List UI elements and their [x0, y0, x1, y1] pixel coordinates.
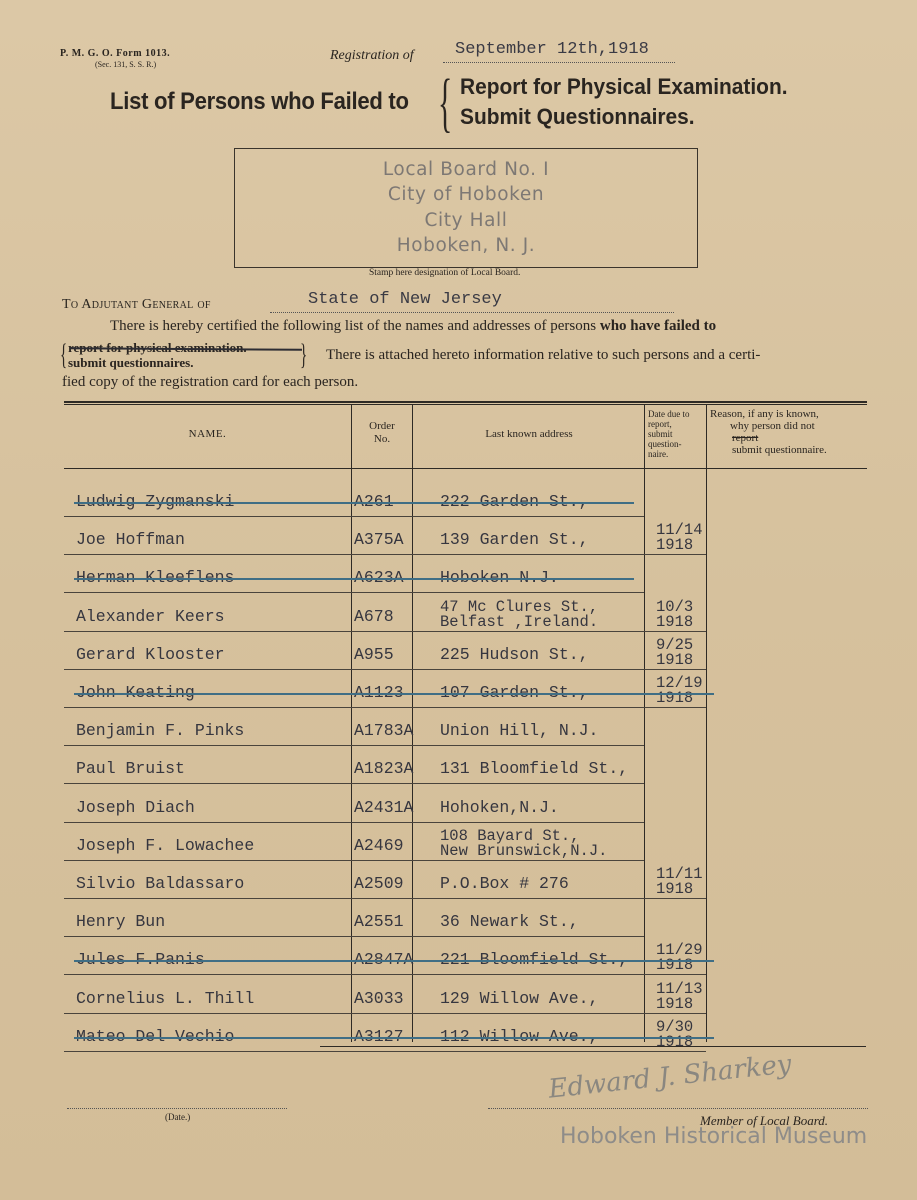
- row-address: 139 Garden St.,: [440, 530, 589, 550]
- stamp-line-4: Hoboken, N. J.: [396, 235, 536, 256]
- stamp-caption: Stamp here designation of Local Board.: [369, 268, 521, 278]
- row-date-line-1: 9/25: [656, 635, 694, 654]
- row-date-line-2: 1918: [656, 536, 694, 555]
- row-date-line-2: 1918: [656, 994, 694, 1013]
- row-date-line-1: 10/3: [656, 597, 694, 616]
- row-name: Silvio Baldassaro: [76, 874, 245, 893]
- row-name: Herman Kleeflens: [76, 568, 235, 588]
- row-strikethrough: [74, 1037, 714, 1039]
- registration-date: September 12th,1918: [455, 40, 649, 59]
- header-date-line-5: naire.: [648, 449, 669, 459]
- row-date-line-1: 11/29: [656, 941, 703, 960]
- row-date-rule: [644, 974, 706, 975]
- header-date-line-4: question-: [648, 439, 682, 449]
- row-order-no: A261: [354, 492, 394, 511]
- row-date-rule: [644, 1013, 706, 1014]
- stamp-box: [234, 148, 698, 268]
- header-reason: [710, 408, 870, 456]
- row-address: 131 Bloomfield St.,: [440, 759, 629, 779]
- certification-text-1-bold: who have failed to: [599, 318, 717, 334]
- row-address: 129 Willow Ave.,: [440, 988, 599, 1008]
- row-order-no: A1783A: [354, 721, 414, 741]
- column-divider-address: [644, 404, 645, 1042]
- row-order-no: A2431A: [354, 797, 414, 817]
- row-order-no: A2847A: [354, 950, 414, 970]
- row-rule: [64, 631, 644, 632]
- row-address: 112 Willow Ave.,: [440, 1026, 599, 1046]
- column-divider-name: [351, 404, 352, 1042]
- table-top-rule: [64, 401, 867, 403]
- row-date-rule: [644, 1051, 706, 1052]
- stamp-line-2: City of Hoboken: [387, 184, 545, 205]
- header-name: NAME.: [188, 428, 227, 440]
- row-date-line-2: 1918: [656, 880, 694, 898]
- stamp-line-1: Local Board No. I: [382, 159, 550, 180]
- row-order-no: A2551: [354, 912, 404, 932]
- header-address: Last known address: [485, 428, 573, 440]
- row-rule: [64, 1051, 644, 1052]
- addressee-state: State of New Jersey: [308, 290, 502, 309]
- row-order-no: A2509: [354, 874, 404, 893]
- row-order-no: A3033: [354, 988, 404, 1008]
- row-strikethrough: [74, 578, 634, 580]
- title-option-physical: Report for Physical Examination.: [460, 74, 788, 99]
- row-order-no: A623A: [354, 568, 404, 588]
- row-order-no: A1123: [354, 683, 404, 702]
- header-reason-line-3: report: [732, 432, 759, 444]
- member-label: Member of Local Board.: [700, 1113, 829, 1128]
- row-date-rule: [644, 898, 706, 899]
- row-address-line-1: 47 Mc Clures St.,: [440, 597, 599, 616]
- row-address: P.O.Box # 276: [440, 874, 569, 893]
- row-order-no: A3127: [354, 1026, 404, 1046]
- row-name: Cornelius L. Thill: [76, 988, 255, 1008]
- registration-label: Registration of: [330, 48, 414, 63]
- row-name: Alexander Keers: [76, 606, 225, 626]
- row-address: 221 Bloomfield St.,: [440, 950, 629, 970]
- row-rule: [64, 822, 644, 823]
- registration-underline: [443, 62, 675, 63]
- row-address: Hohoken,N.J.: [440, 797, 559, 817]
- stamp-line-3: City Hall: [424, 210, 508, 231]
- header-reason-line-1: Reason, if any is known,: [710, 408, 819, 420]
- row-strikethrough: [74, 960, 714, 962]
- row-rule: [64, 860, 644, 861]
- header-date-line-1: Date due to: [648, 409, 690, 419]
- certification-option-physical: report for physical examination.: [68, 340, 247, 355]
- row-date-line-2: 1918: [656, 650, 694, 669]
- row-rule: [64, 974, 644, 975]
- header-date-line-3: submit: [648, 429, 673, 439]
- header-date-line-2: report,: [648, 419, 672, 429]
- row-order-no: A375A: [354, 530, 404, 550]
- row-order-no: A678: [354, 606, 394, 626]
- form-section: (Sec. 131, S. S. R.): [95, 60, 157, 69]
- row-date-line-1: 11/13: [656, 979, 703, 998]
- header-reason-line-4: submit questionnaire.: [732, 444, 827, 456]
- date-label: (Date.): [165, 1112, 191, 1122]
- row-rule: [64, 936, 644, 937]
- row-strikethrough: [74, 502, 634, 504]
- row-date-line-2: 1918: [656, 1032, 694, 1051]
- member-line: [488, 1108, 868, 1109]
- row-rule: [64, 898, 644, 899]
- certification-line-3: fied copy of the registration card for each person.: [62, 374, 359, 390]
- row-name: Mateo Del Vechio: [76, 1026, 235, 1046]
- certification-brace-left: {: [60, 338, 68, 371]
- certification-line-1: [110, 318, 716, 335]
- row-name: Henry Bun: [76, 912, 166, 932]
- row-rule: [64, 707, 644, 708]
- row-date-line-2: 1918: [656, 956, 694, 975]
- table-top-rule-2: [64, 404, 867, 405]
- row-address: 107 Garden St.,: [440, 683, 589, 702]
- header-reason-line-2: why person did not: [730, 420, 815, 432]
- row-strikethrough: [74, 693, 714, 695]
- row-rule: [64, 554, 644, 555]
- row-name: Joe Hoffman: [76, 530, 185, 550]
- row-address: 36 Newark St.,: [440, 912, 579, 932]
- row-rule: [64, 1013, 644, 1014]
- row-name: Paul Bruist: [76, 759, 185, 779]
- header-date-due: [646, 409, 708, 459]
- row-address: 222 Garden St.,: [440, 492, 589, 511]
- row-rule: [64, 745, 644, 746]
- row-address: Hoboken N.J.: [440, 568, 559, 588]
- row-address: Union Hill, N.J.: [440, 721, 599, 741]
- row-rule: [64, 516, 644, 517]
- row-date-line-2: 1918: [656, 689, 694, 707]
- column-divider-date: [706, 404, 707, 1042]
- header-order-line-1: Order: [369, 420, 395, 432]
- form-id: P. M. G. O. Form 1013.: [60, 48, 171, 59]
- row-rule: [64, 669, 644, 670]
- row-order-no: A2469: [354, 835, 404, 855]
- page-title: List of Persons who Failed to: [110, 88, 409, 115]
- table-bottom-rule: [320, 1046, 866, 1047]
- row-order-no: A1823A: [354, 759, 414, 779]
- row-date-rule: [644, 554, 706, 555]
- row-date-line-1: 9/30: [656, 1017, 694, 1036]
- addressee-label: To Adjutant General of: [62, 297, 211, 312]
- certification-brace-right: }: [300, 338, 308, 371]
- row-address: 225 Hudson St.,: [440, 644, 589, 664]
- row-name: Ludwig Zygmanski: [76, 492, 235, 511]
- row-date-rule: [644, 669, 706, 670]
- row-date-line-2: 1918: [656, 612, 694, 631]
- member-signature: Edward J. Sharkey: [547, 1049, 793, 1105]
- date-line: [67, 1108, 287, 1109]
- row-name: Benjamin F. Pinks: [76, 721, 245, 741]
- row-name: Joseph Diach: [76, 797, 195, 817]
- row-name: John Keating: [76, 683, 195, 702]
- addressee-underline: [270, 312, 674, 313]
- row-name: Gerard Klooster: [76, 644, 225, 664]
- certification-text-1: There is hereby certified the following list of the names and addresses of persons: [110, 318, 597, 334]
- row-order-no: A955: [354, 644, 394, 664]
- certification-option-questionnaire: submit questionnaires.: [68, 355, 194, 370]
- row-rule: [64, 592, 644, 593]
- row-address-line-2: Belfast ,Ireland.: [440, 612, 599, 631]
- table-header-rule: [64, 468, 867, 469]
- title-brace: {: [438, 66, 453, 139]
- row-date-line-1: 11/14: [656, 521, 703, 540]
- row-rule: [64, 783, 644, 784]
- header-order-no: [352, 420, 412, 446]
- museum-watermark: Hoboken Historical Museum: [560, 1124, 868, 1149]
- row-date-rule: [644, 707, 706, 708]
- row-date-line-1: 12/19: [656, 674, 703, 692]
- header-order-line-2: No.: [373, 433, 391, 445]
- title-option-questionnaire: Submit Questionnaires.: [460, 104, 695, 129]
- row-name: Joseph F. Lowachee: [76, 835, 255, 855]
- row-name: Jules F.Panis: [76, 950, 205, 970]
- row-date-line-1: 11/11: [656, 865, 703, 883]
- certification-line-2: There is attached hereto information relative to such persons and a certi-: [326, 347, 761, 363]
- row-address-line-2: New Brunswick,N.J.: [440, 841, 608, 860]
- row-address-line-1: 108 Bayard St.,: [440, 826, 580, 845]
- row-date-rule: [644, 631, 706, 632]
